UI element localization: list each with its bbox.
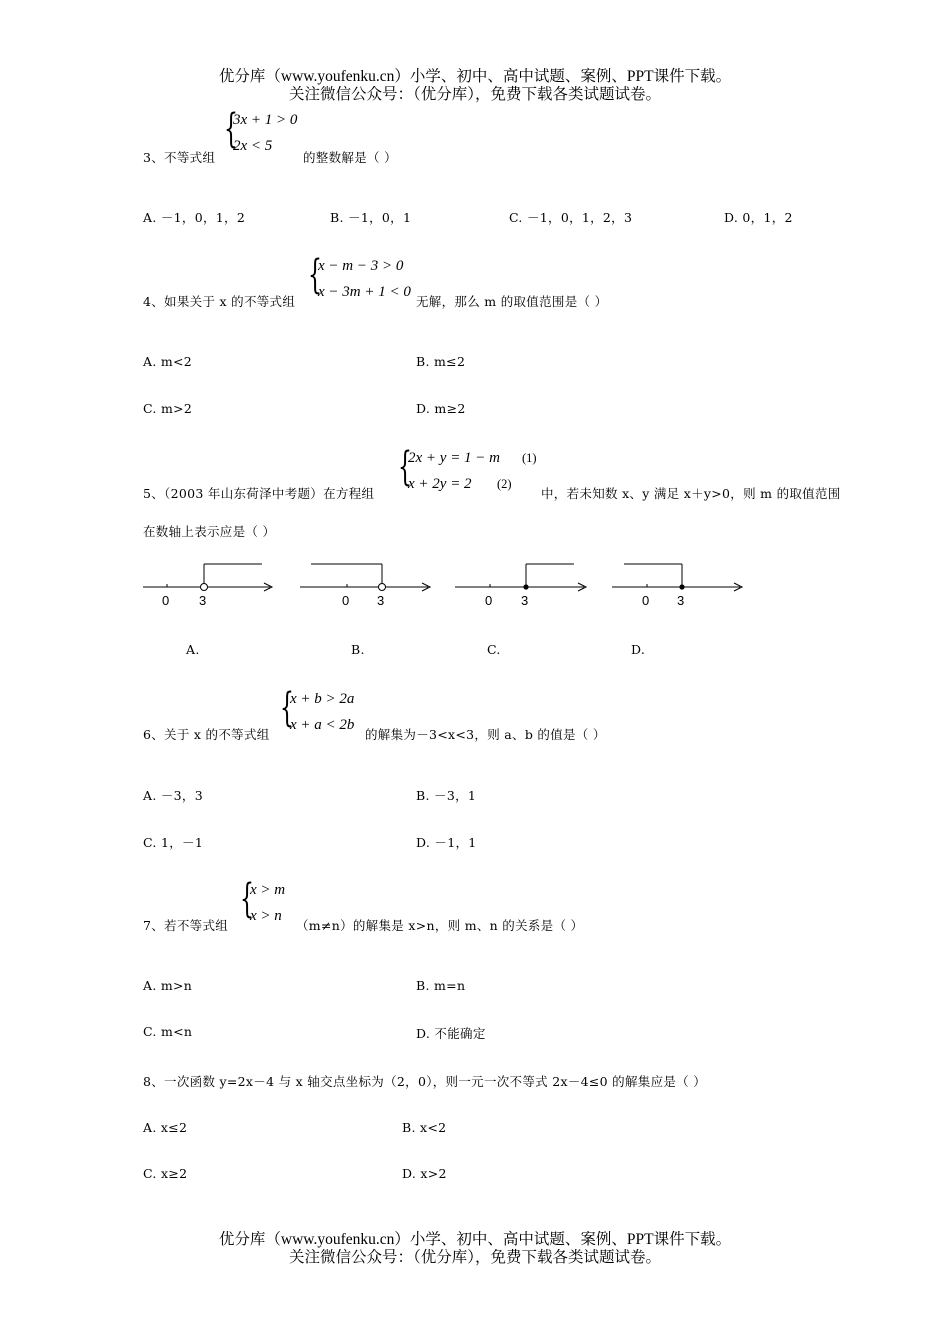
q3-option-d: D. 0，1，2: [724, 210, 793, 225]
q8-option-b: B. x<2: [402, 1120, 447, 1135]
axis-d-zero: 0: [642, 593, 650, 608]
q6-option-d: D. －1，1: [416, 835, 477, 850]
q5-option-a: A.: [186, 642, 200, 657]
q4-option-a: A. m<2: [143, 354, 193, 369]
q7-eq1: x > m: [250, 882, 286, 898]
q4-suffix: 无解，那么 m 的取值范围是（ ）: [416, 294, 608, 309]
header-line-1: 优分库（www.youfenku.cn）小学、初中、高中试题、案例、PPT课件下载。: [218, 68, 732, 85]
q5-option-d: D.: [631, 642, 646, 657]
header-line-2: 关注微信公众号：（优分库），免费下载各类试题试卷。: [288, 86, 661, 103]
brace-icon: {: [308, 252, 322, 298]
q7-option-c: C. m<n: [143, 1024, 193, 1039]
q6-eq1: x + b > 2a: [290, 691, 355, 707]
q4-prefix: 4、如果关于 x 的不等式组: [143, 294, 296, 309]
q5-prefix: 5、（2003 年山东荷泽中考题）在方程组: [143, 486, 375, 501]
q6-suffix: 的解集为－3<x<3，则 a、b 的值是（ ）: [365, 727, 606, 742]
q5-suffix: 中，若未知数 x、y 满足 x＋y>0，则 m 的取值范围: [541, 486, 841, 501]
axis-c-zero: 0: [485, 593, 493, 608]
q8-option-a: A. x≤2: [143, 1120, 188, 1135]
number-line-b: [300, 564, 430, 591]
q4-eq2: x − 3m + 1 < 0: [318, 284, 411, 300]
q7-option-b: B. m=n: [416, 978, 466, 993]
q7-prefix: 7、若不等式组: [143, 918, 229, 933]
axis-b-zero: 0: [342, 593, 350, 608]
axis-d-three: 3: [677, 593, 685, 608]
footer-line-1: 优分库（www.youfenku.cn）小学、初中、高中试题、案例、PPT课件下载。: [218, 1231, 732, 1248]
q3-option-a: A. －1，0，1，2: [143, 210, 246, 225]
footer-line-2: 关注微信公众号：（优分库），免费下载各类试题试卷。: [288, 1249, 661, 1266]
q7-option-d: D. 不能确定: [416, 1026, 486, 1041]
q3-option-b: B. －1，0，1: [330, 210, 412, 225]
brace-icon: {: [280, 685, 294, 731]
q6-prefix: 6、关于 x 的不等式组: [143, 727, 270, 742]
q5-eq2-number: (2): [497, 477, 512, 491]
q4-option-d: D. m≥2: [416, 401, 466, 416]
q8-option-c: C. x≥2: [143, 1166, 188, 1181]
q3-suffix: 的整数解是（ ）: [303, 150, 397, 165]
axis-a-zero: 0: [162, 593, 170, 608]
brace-icon: {: [240, 876, 254, 922]
axis-a-three: 3: [199, 593, 207, 608]
q6-eq2: x + a < 2b: [290, 717, 355, 733]
q8-text: 8、一次函数 y=2x－4 与 x 轴交点坐标为（2，0），则一元一次不等式 2x－4≤0 的解集应是（ ）: [143, 1074, 707, 1089]
brace-icon: {: [398, 444, 412, 490]
q4-eq1: x − m − 3 > 0: [318, 258, 404, 274]
q6-option-c: C. 1，－1: [143, 835, 204, 850]
brace-icon: {: [224, 106, 238, 152]
q7-option-a: A. m>n: [143, 978, 193, 993]
q5-eq2: x + 2y = 2: [408, 476, 472, 492]
q3-prefix: 3、不等式组: [143, 150, 216, 165]
q5-eq1-number: (1): [522, 451, 537, 465]
number-lines: [0, 550, 950, 620]
q5-option-c: C.: [487, 642, 501, 657]
axis-c-three: 3: [521, 593, 529, 608]
number-line-c: [455, 564, 586, 591]
number-line-a: [143, 564, 272, 591]
q4-option-b: B. m≤2: [416, 354, 466, 369]
q8-option-d: D. x>2: [402, 1166, 447, 1181]
q6-option-a: A. －3，3: [143, 788, 203, 803]
number-line-d: [612, 564, 742, 591]
q3-eq1: 3x + 1 > 0: [233, 112, 298, 128]
q6-option-b: B. －3，1: [416, 788, 477, 803]
q5-line-2: 在数轴上表示应是（ ）: [143, 524, 276, 539]
q5-option-b: B.: [351, 642, 365, 657]
q5-eq1: 2x + y = 1 − m: [408, 450, 501, 466]
q7-eq2: x > n: [250, 908, 282, 924]
q7-suffix: （m≠n）的解集是 x>n，则 m、n 的关系是（ ）: [296, 918, 584, 933]
q4-option-c: C. m>2: [143, 401, 193, 416]
q3-eq2: 2x < 5: [233, 138, 273, 154]
q3-option-c: C. －1，0，1，2，3: [509, 210, 633, 225]
axis-b-three: 3: [377, 593, 385, 608]
